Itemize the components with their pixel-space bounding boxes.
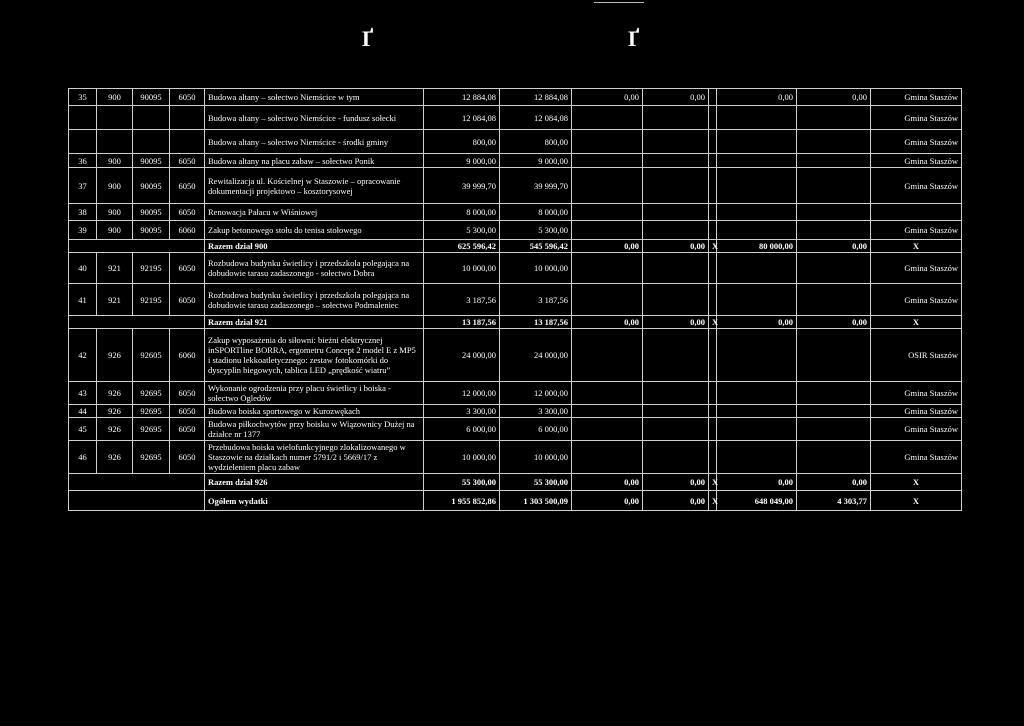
cell-value-7 <box>797 168 871 204</box>
cell-lp: 42 <box>69 329 97 382</box>
cell-budget: 6 000,00 <box>500 418 572 441</box>
table-row <box>69 168 962 204</box>
cell-total: 12 000,00 <box>424 382 500 405</box>
cell-paragraf: 6050 <box>170 253 205 284</box>
cell-value-7 <box>797 204 871 221</box>
cell-rozdzial: 92195 <box>133 284 170 316</box>
cell-value-6 <box>717 284 797 316</box>
cell-lp: 46 <box>69 441 97 474</box>
cell-value-7 <box>797 382 871 405</box>
cell-marker <box>709 253 717 284</box>
cell-value-4 <box>643 382 709 405</box>
cell-paragraf: 6050 <box>170 441 205 474</box>
cell-total: 3 187,56 <box>424 284 500 316</box>
cell-marker <box>709 405 717 418</box>
cell-value-3 <box>572 405 643 418</box>
cell-marker <box>709 329 717 382</box>
cell-budget: 39 999,70 <box>500 168 572 204</box>
cell-description: Razem dział 921 <box>205 316 424 329</box>
cell-value-4 <box>643 405 709 418</box>
cell-lp: 45 <box>69 418 97 441</box>
cell-budget: 5 300,00 <box>500 221 572 240</box>
cell-value-7: 0,00 <box>797 240 871 253</box>
cell-description: Budowa altany na placu zabaw – sołectwo Ponik <box>205 154 424 168</box>
cell-marker <box>709 204 717 221</box>
cell-budget: 3 187,56 <box>500 284 572 316</box>
cell-paragraf <box>170 106 205 130</box>
summary-spacer <box>69 240 205 253</box>
top-divider <box>594 2 644 3</box>
header-mark-right: Ґ <box>628 26 640 51</box>
cell-value-7 <box>797 130 871 154</box>
cell-marker <box>709 168 717 204</box>
cell-value-6 <box>717 441 797 474</box>
cell-value-3 <box>572 418 643 441</box>
summary-row <box>69 240 962 253</box>
cell-value-3: 0,00 <box>572 89 643 106</box>
cell-rozdzial: 90095 <box>133 221 170 240</box>
cell-description: Budowa boiska sportowego w Kurozwękach <box>205 405 424 418</box>
cell-description: Wykonanie ogrodzenia przy placu świetlicy i boiska - sołectwo Ogledów <box>205 382 424 405</box>
cell-dzial: 900 <box>97 204 133 221</box>
cell-value-6 <box>717 405 797 418</box>
cell-marker <box>709 441 717 474</box>
cell-dzial: 900 <box>97 154 133 168</box>
cell-marker <box>709 106 717 130</box>
table-row <box>69 329 962 382</box>
cell-marker: X <box>709 240 717 253</box>
cell-value-6 <box>717 329 797 382</box>
cell-total: 625 596,42 <box>424 240 500 253</box>
summary-spacer <box>69 474 205 491</box>
table-row <box>69 154 962 168</box>
cell-lp: 41 <box>69 284 97 316</box>
cell-description: Razem dział 926 <box>205 474 424 491</box>
cell-total: 800,00 <box>424 130 500 154</box>
cell-unit: Gmina Staszów <box>871 382 962 405</box>
cell-value-7: 4 303,77 <box>797 491 871 511</box>
cell-dzial: 926 <box>97 329 133 382</box>
table-row <box>69 418 962 441</box>
cell-unit: Gmina Staszów <box>871 441 962 474</box>
cell-value-7 <box>797 253 871 284</box>
cell-description: Razem dział 900 <box>205 240 424 253</box>
cell-dzial: 921 <box>97 253 133 284</box>
cell-value-6: 0,00 <box>717 316 797 329</box>
summary-spacer <box>69 316 205 329</box>
cell-value-3: 0,00 <box>572 491 643 511</box>
summary-row <box>69 316 962 329</box>
cell-value-7 <box>797 418 871 441</box>
cell-unit: OSIR Staszów <box>871 329 962 382</box>
table-row <box>69 253 962 284</box>
cell-budget: 10 000,00 <box>500 441 572 474</box>
cell-value-3 <box>572 168 643 204</box>
cell-dzial: 926 <box>97 382 133 405</box>
cell-budget: 800,00 <box>500 130 572 154</box>
cell-budget: 9 000,00 <box>500 154 572 168</box>
table-row <box>69 405 962 418</box>
cell-description: Renowacja Pałacu w Wiśniowej <box>205 204 424 221</box>
cell-dzial <box>97 106 133 130</box>
cell-value-3 <box>572 154 643 168</box>
cell-unit: Gmina Staszów <box>871 168 962 204</box>
cell-unit: X <box>871 474 962 491</box>
cell-value-6: 0,00 <box>717 89 797 106</box>
cell-value-3 <box>572 221 643 240</box>
cell-value-4: 0,00 <box>643 474 709 491</box>
cell-lp: 37 <box>69 168 97 204</box>
cell-value-4 <box>643 154 709 168</box>
cell-unit: Gmina Staszów <box>871 106 962 130</box>
cell-value-3 <box>572 130 643 154</box>
cell-description: Rewitalizacja ul. Kościelnej w Staszowie – opracowanie dokumentacji projektowo – kosztorysowej <box>205 168 424 204</box>
cell-value-4 <box>643 253 709 284</box>
cell-unit: Gmina Staszów <box>871 284 962 316</box>
cell-lp: 36 <box>69 154 97 168</box>
cell-budget: 545 596,42 <box>500 240 572 253</box>
cell-rozdzial: 92695 <box>133 418 170 441</box>
cell-value-4 <box>643 418 709 441</box>
cell-total: 1 955 852,86 <box>424 491 500 511</box>
cell-value-3: 0,00 <box>572 316 643 329</box>
cell-value-3 <box>572 382 643 405</box>
summary-row <box>69 474 962 491</box>
cell-value-4 <box>643 329 709 382</box>
cell-paragraf: 6050 <box>170 284 205 316</box>
cell-value-6 <box>717 106 797 130</box>
cell-value-6 <box>717 154 797 168</box>
cell-dzial: 926 <box>97 441 133 474</box>
cell-budget: 3 300,00 <box>500 405 572 418</box>
cell-rozdzial: 90095 <box>133 204 170 221</box>
cell-value-3 <box>572 329 643 382</box>
cell-marker: X <box>709 491 717 511</box>
cell-total: 55 300,00 <box>424 474 500 491</box>
cell-unit <box>871 204 962 221</box>
cell-lp <box>69 130 97 154</box>
cell-dzial <box>97 130 133 154</box>
cell-rozdzial: 92695 <box>133 441 170 474</box>
cell-value-3 <box>572 441 643 474</box>
cell-marker: X <box>709 474 717 491</box>
summary-row <box>69 491 962 511</box>
cell-description: Rozbudowa budynku świetlicy i przedszkola polegająca na dobudowie tarasu zadaszonego – sołectwo Podmaleniec <box>205 284 424 316</box>
cell-value-6 <box>717 418 797 441</box>
table-row <box>69 89 962 106</box>
cell-lp: 40 <box>69 253 97 284</box>
cell-value-3: 0,00 <box>572 240 643 253</box>
cell-marker <box>709 382 717 405</box>
cell-value-7 <box>797 441 871 474</box>
cell-paragraf: 6050 <box>170 154 205 168</box>
cell-paragraf: 6050 <box>170 382 205 405</box>
cell-value-6 <box>717 168 797 204</box>
cell-value-3: 0,00 <box>572 474 643 491</box>
cell-rozdzial: 92605 <box>133 329 170 382</box>
cell-value-7 <box>797 329 871 382</box>
cell-description: Zakup wyposażenia do siłowni: bieżni elektrycznej inSPORTline BORRA, ergometru Concept 2 model E z MP5 i stadionu lekkoatletycznego: zestaw fotokomórki do dyscyplin biegowych, tablica LED „prędkość wiatru” <box>205 329 424 382</box>
cell-description: Budowa altany – sołectwo Niemścice - środki gminy <box>205 130 424 154</box>
cell-description: Budowa altany – sołectwo Niemścice - fundusz sołecki <box>205 106 424 130</box>
table-row <box>69 284 962 316</box>
table-row <box>69 382 962 405</box>
cell-value-3 <box>572 284 643 316</box>
cell-lp: 35 <box>69 89 97 106</box>
cell-unit: X <box>871 240 962 253</box>
cell-rozdzial: 92695 <box>133 405 170 418</box>
cell-description: Rozbudowa budynku świetlicy i przedszkola polegająca na dobudowie tarasu zadaszonego - sołectwo Dobra <box>205 253 424 284</box>
header-mark-left: Ґ <box>362 26 374 51</box>
cell-budget: 8 000,00 <box>500 204 572 221</box>
cell-paragraf <box>170 130 205 154</box>
cell-value-3 <box>572 106 643 130</box>
cell-description: Zakup betonowego stołu do tenisa stołowego <box>205 221 424 240</box>
cell-value-7: 0,00 <box>797 316 871 329</box>
cell-paragraf: 6060 <box>170 329 205 382</box>
cell-description: Budowa piłkochwytów przy boisku w Wiązownicy Dużej na działce nr 1377 <box>205 418 424 441</box>
cell-lp: 38 <box>69 204 97 221</box>
cell-marker <box>709 221 717 240</box>
cell-lp: 39 <box>69 221 97 240</box>
cell-total: 39 999,70 <box>424 168 500 204</box>
cell-paragraf: 6050 <box>170 418 205 441</box>
table-row <box>69 441 962 474</box>
cell-marker <box>709 284 717 316</box>
table-row <box>69 221 962 240</box>
cell-rozdzial: 92695 <box>133 382 170 405</box>
cell-value-7 <box>797 221 871 240</box>
cell-value-7 <box>797 154 871 168</box>
sub-row <box>69 130 962 154</box>
cell-paragraf: 6050 <box>170 405 205 418</box>
cell-value-6 <box>717 130 797 154</box>
cell-total: 12 084,08 <box>424 106 500 130</box>
cell-budget: 12 884,08 <box>500 89 572 106</box>
cell-value-6 <box>717 204 797 221</box>
cell-value-6 <box>717 382 797 405</box>
cell-dzial: 926 <box>97 418 133 441</box>
cell-unit: Gmina Staszów <box>871 130 962 154</box>
cell-value-4 <box>643 221 709 240</box>
cell-value-7 <box>797 106 871 130</box>
cell-lp: 44 <box>69 405 97 418</box>
cell-budget: 10 000,00 <box>500 253 572 284</box>
cell-dzial: 900 <box>97 89 133 106</box>
cell-description: Ogółem wydatki <box>205 491 424 511</box>
cell-rozdzial: 90095 <box>133 89 170 106</box>
cell-value-6: 0,00 <box>717 474 797 491</box>
cell-value-4 <box>643 168 709 204</box>
table-row <box>69 204 962 221</box>
cell-marker <box>709 154 717 168</box>
cell-total: 13 187,56 <box>424 316 500 329</box>
cell-lp <box>69 106 97 130</box>
cell-total: 5 300,00 <box>424 221 500 240</box>
cell-total: 24 000,00 <box>424 329 500 382</box>
cell-budget: 13 187,56 <box>500 316 572 329</box>
cell-paragraf: 6050 <box>170 204 205 221</box>
cell-description: Przebudowa boiska wielofunkcyjnego zlokalizowanego w Staszowie na działkach numer 5791/2 i 5669/17 z wydzieleniem placu zabaw <box>205 441 424 474</box>
cell-value-7 <box>797 284 871 316</box>
cell-description: Budowa altany – sołectwo Niemścice w tym <box>205 89 424 106</box>
cell-value-3 <box>572 253 643 284</box>
cell-value-4: 0,00 <box>643 491 709 511</box>
cell-value-4: 0,00 <box>643 240 709 253</box>
cell-rozdzial: 90095 <box>133 168 170 204</box>
cell-unit: X <box>871 316 962 329</box>
cell-total: 10 000,00 <box>424 253 500 284</box>
cell-unit: Gmina Staszów <box>871 253 962 284</box>
cell-marker <box>709 418 717 441</box>
cell-value-4 <box>643 441 709 474</box>
cell-value-4 <box>643 204 709 221</box>
cell-total: 12 884,08 <box>424 89 500 106</box>
cell-value-6: 80 000,00 <box>717 240 797 253</box>
cell-value-6 <box>717 221 797 240</box>
cell-value-4: 0,00 <box>643 316 709 329</box>
cell-marker: X <box>709 316 717 329</box>
cell-budget: 24 000,00 <box>500 329 572 382</box>
cell-marker <box>709 89 717 106</box>
cell-value-4 <box>643 130 709 154</box>
cell-budget: 1 303 500,09 <box>500 491 572 511</box>
cell-budget: 12 000,00 <box>500 382 572 405</box>
cell-unit: Gmina Staszów <box>871 405 962 418</box>
cell-paragraf: 6060 <box>170 221 205 240</box>
cell-value-4 <box>643 106 709 130</box>
cell-rozdzial: 92195 <box>133 253 170 284</box>
cell-rozdzial: 90095 <box>133 154 170 168</box>
cell-rozdzial <box>133 106 170 130</box>
cell-dzial: 900 <box>97 221 133 240</box>
cell-total: 10 000,00 <box>424 441 500 474</box>
cell-marker <box>709 130 717 154</box>
cell-value-3 <box>572 204 643 221</box>
cell-total: 8 000,00 <box>424 204 500 221</box>
cell-dzial: 921 <box>97 284 133 316</box>
cell-total: 9 000,00 <box>424 154 500 168</box>
cell-total: 3 300,00 <box>424 405 500 418</box>
cell-budget: 55 300,00 <box>500 474 572 491</box>
cell-value-4: 0,00 <box>643 89 709 106</box>
cell-value-6 <box>717 253 797 284</box>
cell-unit: Gmina Staszów <box>871 154 962 168</box>
cell-value-7: 0,00 <box>797 474 871 491</box>
cell-budget: 12 084,08 <box>500 106 572 130</box>
cell-total: 6 000,00 <box>424 418 500 441</box>
summary-spacer <box>69 491 205 511</box>
cell-unit: Gmina Staszów <box>871 221 962 240</box>
cell-value-4 <box>643 284 709 316</box>
cell-dzial: 926 <box>97 405 133 418</box>
expenditure-table <box>68 88 962 511</box>
cell-dzial: 900 <box>97 168 133 204</box>
cell-unit: X <box>871 491 962 511</box>
cell-paragraf: 6050 <box>170 89 205 106</box>
cell-paragraf: 6050 <box>170 168 205 204</box>
cell-lp: 43 <box>69 382 97 405</box>
cell-unit: Gmina Staszów <box>871 89 962 106</box>
cell-value-7 <box>797 405 871 418</box>
cell-unit: Gmina Staszów <box>871 418 962 441</box>
cell-value-6: 648 049,00 <box>717 491 797 511</box>
cell-rozdzial <box>133 130 170 154</box>
cell-value-7: 0,00 <box>797 89 871 106</box>
sub-row <box>69 106 962 130</box>
